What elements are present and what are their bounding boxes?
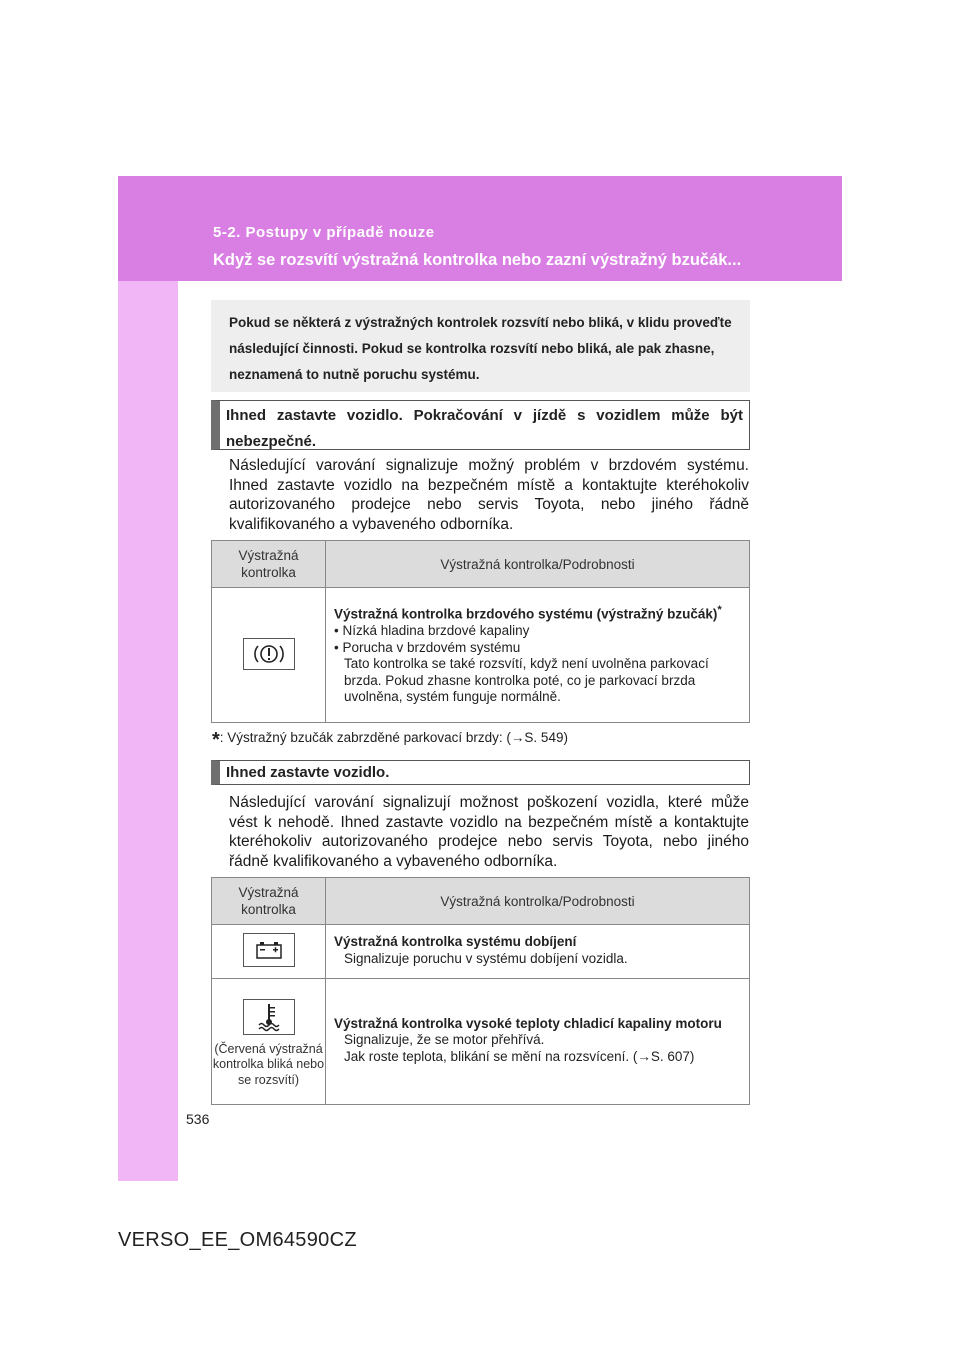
section2-heading: Ihned zastavte vozidlo.	[211, 760, 750, 785]
icon-caption: (Červená výstražná kontrolka bliká nebo se rozsvítí)	[212, 1041, 325, 1087]
battery-icon	[243, 933, 295, 967]
footnote: *: Výstražný bzučák zabrzděné parkovací brzdy: (→S. 549)	[212, 729, 568, 751]
header-title: Když se rozsvítí výstražná kontrolka nebo zazní výstražný bzučák...	[213, 251, 742, 269]
charging-warning-details	[326, 925, 750, 979]
detail-bullet: • Nízká hladina brzdové kapaliny	[334, 623, 530, 639]
brake-warning-icon	[243, 638, 295, 670]
page-number: 536	[186, 1111, 210, 1127]
table-header-light: Výstražná kontrolka	[212, 878, 326, 925]
detail-note: Tato kontrolka se také rozsvítí, když není uvolněna parkovací brzda. Pokud zhasne kontrolka poté, co je parkovací brzda uvolněna, systém funguje normálně.	[344, 656, 709, 705]
detail-title: Výstražná kontrolka vysoké teploty chladicí kapaliny motoru	[334, 1015, 722, 1031]
coolant-warning-details	[326, 979, 750, 1105]
section1-heading: Ihned zastavte vozidlo. Pokračování v jízdě s vozidlem může být nebezpečné.	[211, 400, 750, 450]
detail-text: Signalizuje poruchu v systému dobíjení vozidla.	[344, 950, 628, 966]
coolant-temperature-icon	[243, 999, 295, 1035]
section2-paragraph: Následující varování signalizují možnost poškození vozidla, které může vést k nehodě. Ihned zastavte vozidlo na bezpečném místě a kontaktujte kteréhokoliv autorizovaného prodejce nebo servis Toyota, nebo jiného řádně kvalifikovaného a vybaveného odborníka.	[229, 794, 749, 870]
table-icon-cell	[212, 588, 326, 723]
table-header-light: Výstražná kontrolka	[212, 541, 326, 588]
detail-text: Signalizuje, že se motor přehřívá.	[344, 1032, 545, 1048]
stop-warning-table	[211, 877, 750, 1105]
intro-text: Pokud se některá z výstražných kontrolek rozsvítí nebo bliká, v klidu proveďte následující činnosti. Pokud se kontrolka rozsvítí nebo bliká, ale pak zhasne, neznamená to nutně poruchu systému.	[229, 315, 732, 382]
document-id: VERSO_EE_OM64590CZ	[118, 1229, 357, 1251]
section1-paragraph: Následující varování signalizuje možný problém v brzdovém systému. Ihned zastavte vozidlo na bezpečném místě a kontaktujte kteréhokoliv autorizovaného prodejce nebo servis Toyota, nebo jiného řádně kvalifikovaného a vybaveného odborníka.	[229, 457, 749, 533]
brake-warning-table	[211, 540, 750, 723]
detail-text: Jak roste teplota, blikání se mění na rozsvícení. (→S. 607)	[344, 1048, 695, 1064]
table-icon-cell	[212, 979, 326, 1105]
section-label: 5-2. Postupy v případě nouze	[213, 224, 435, 241]
detail-bullet: • Porucha v brzdovém systému	[334, 639, 521, 655]
table-header-details: Výstražná kontrolka/Podrobnosti	[326, 878, 750, 925]
detail-title: Výstražná kontrolka systému dobíjení	[334, 934, 577, 949]
brake-warning-details	[326, 588, 750, 723]
side-band	[118, 281, 178, 1181]
table-header-details: Výstražná kontrolka/Podrobnosti	[326, 541, 750, 588]
detail-title: Výstražná kontrolka brzdového systému (výstražný bzučák)*	[334, 604, 722, 622]
table-icon-cell	[212, 925, 326, 979]
